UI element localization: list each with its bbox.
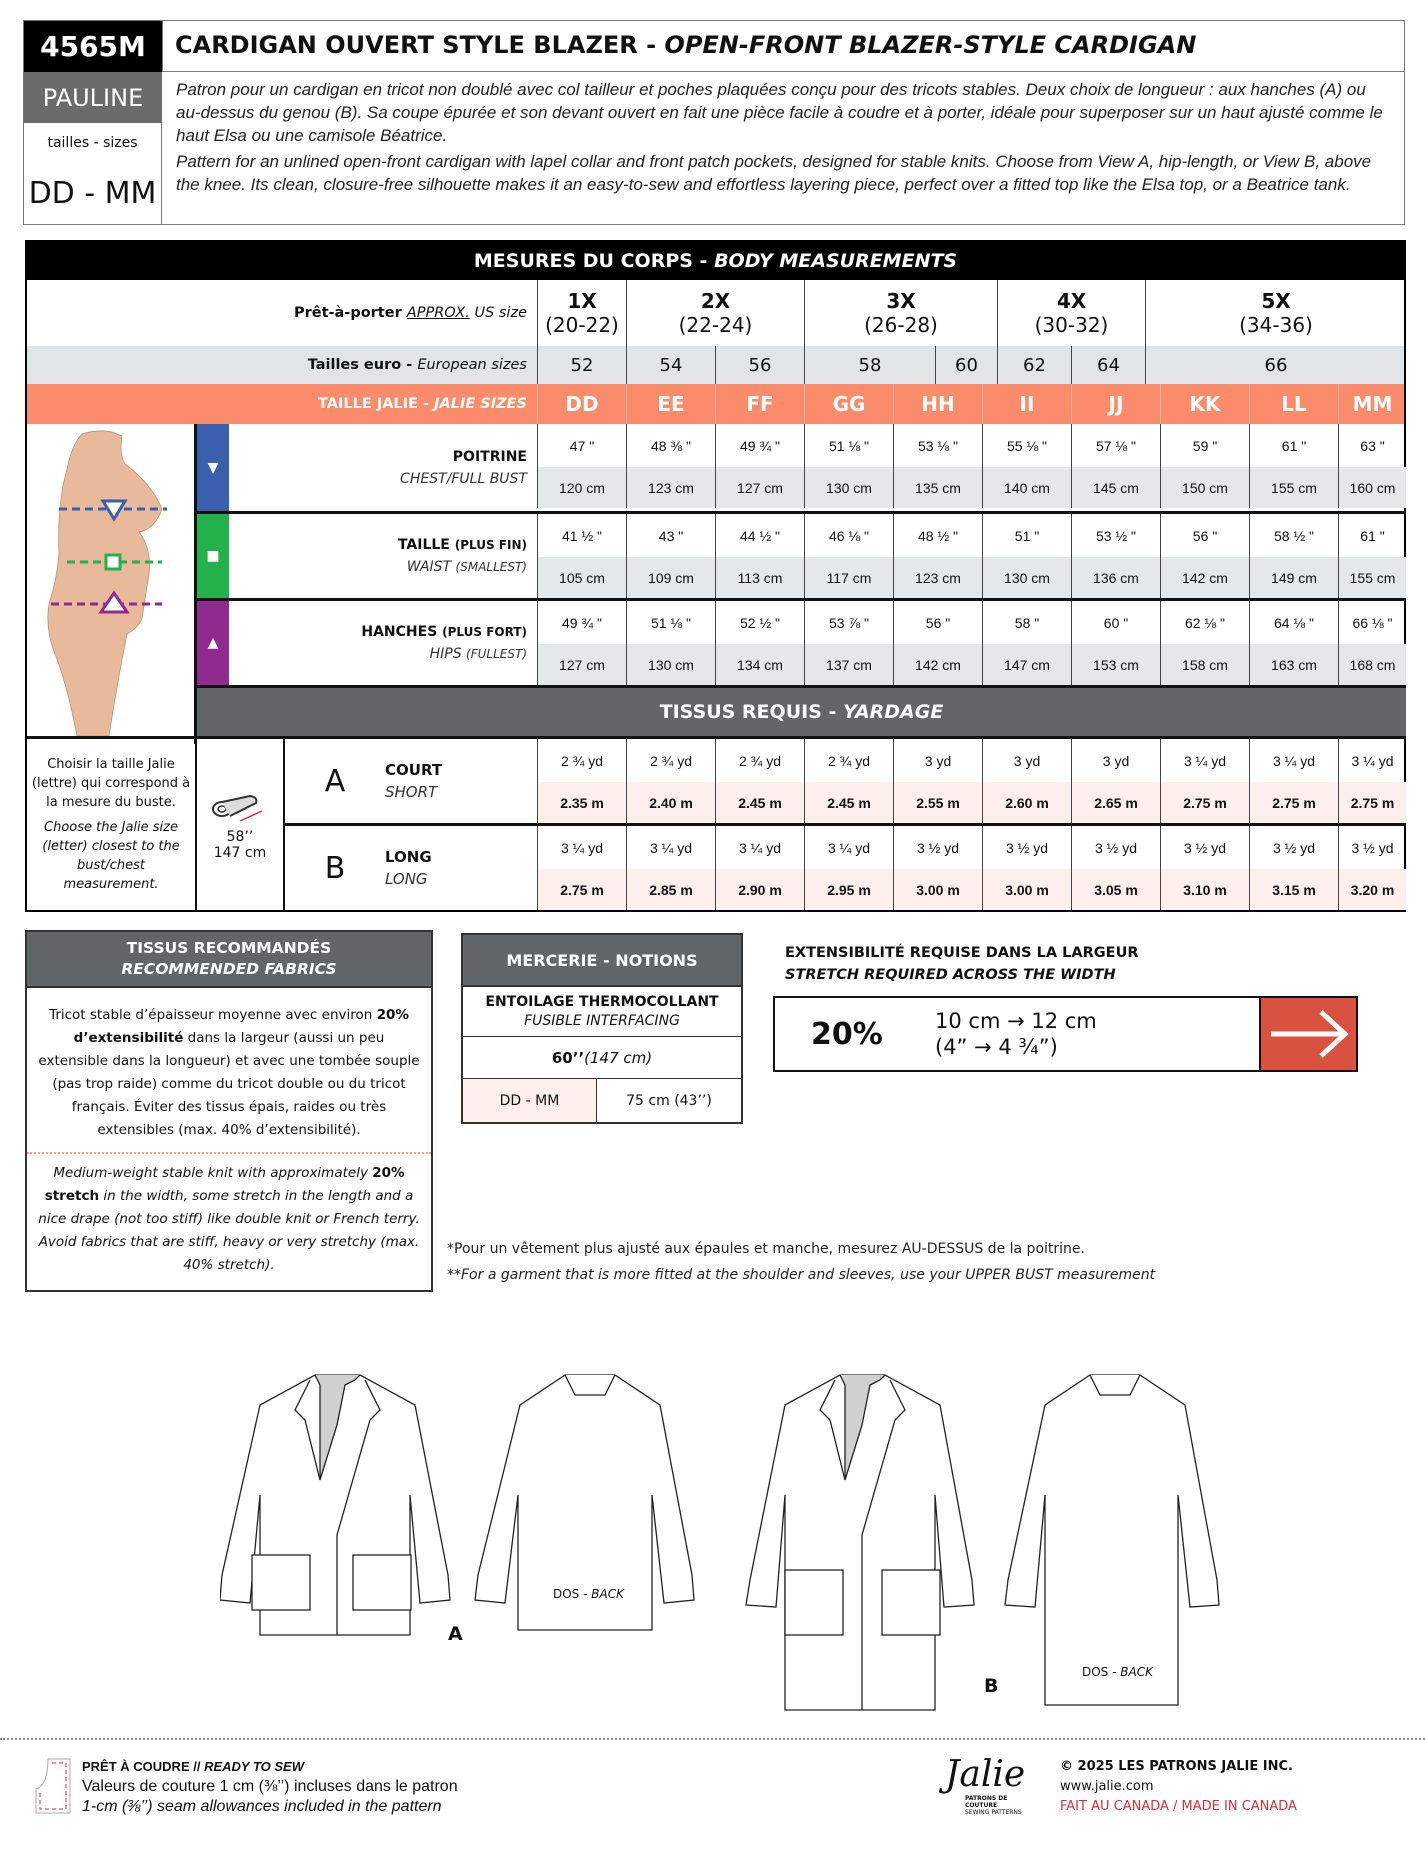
- notions-box: [461, 933, 743, 1124]
- us-size-range: (26-28): [864, 313, 938, 337]
- measurement-cm: 155 cm: [1338, 557, 1406, 598]
- measurement-cm: 127 cm: [537, 644, 626, 685]
- measurement-inches: 63 ": [1338, 424, 1406, 467]
- measurement-inches: 57 ⅛ ": [1071, 424, 1160, 467]
- interfacing-item: [463, 987, 741, 1037]
- measurement-inches: 53 ⅛ ": [893, 424, 982, 467]
- yardage-meters: 2.75 m: [1160, 782, 1249, 823]
- jalie-label-en: JALIE SIZES: [434, 396, 527, 412]
- yardage-yards: 3 ½ yd: [982, 826, 1071, 869]
- measurement-inches: 61 ": [1249, 424, 1338, 467]
- triangle-down-icon: ▼: [197, 424, 229, 511]
- fabrics-fr-b: dans la largeur (aussi un peu extensible dans la longueur) et avec une tombée souple (pas trop raide) comme du tricot double ou du tricot français. Éviter des tissus épais, raides ou très extensibles (max. 40% d’extensibilité).: [38, 1030, 420, 1138]
- measurement-inches: 66 ⅛ ": [1338, 601, 1406, 644]
- measurement-cm: 153 cm: [1071, 644, 1160, 685]
- back-fr: DOS -: [1082, 1665, 1121, 1679]
- waist-marker-icon: [106, 555, 120, 569]
- garment-flats-illustration: [220, 1345, 1220, 1715]
- us-label-approx: APPROX.: [406, 305, 470, 321]
- yardage-meters: 2.75 m: [537, 869, 626, 910]
- jalie-size-cell: GG: [804, 384, 893, 424]
- euro-size-cell: 66: [1145, 346, 1406, 384]
- interfacing-width: [463, 1037, 741, 1079]
- seam-allowance-fr: Valeurs de couture 1 cm (⅜’’) incluses dans le patron: [82, 1778, 458, 1795]
- yardage-meters: 2.75 m: [1338, 782, 1406, 823]
- jalie-size-cell: HH: [893, 384, 982, 424]
- measurements-title-fr: MESURES DU CORPS -: [473, 250, 708, 272]
- euro-size-cell: 62: [997, 346, 1071, 384]
- stretch-values: [935, 1008, 1097, 1060]
- measurement-cm: 123 cm: [626, 467, 715, 508]
- us-size-range: (20-22): [545, 313, 619, 337]
- notions-title: MERCERIE - NOTIONS: [463, 935, 741, 987]
- fabrics-text-en: [27, 1154, 431, 1285]
- yardage-meters: 3.20 m: [1338, 869, 1406, 910]
- us-size: 5X: [1261, 289, 1291, 313]
- pattern-description: [162, 72, 1404, 224]
- yardage-meters: 3.05 m: [1071, 869, 1160, 910]
- measurement-label: [229, 601, 535, 685]
- pattern-piece-icon: [34, 1757, 74, 1815]
- jalie-size-cell: LL: [1249, 384, 1338, 424]
- copyright: © 2025 LES PATRONS JALIE INC.: [1060, 1759, 1293, 1774]
- yardage-meters: 2.40 m: [626, 782, 715, 823]
- yardage-meters: 3.00 m: [982, 869, 1071, 910]
- yardage-meters: 2.55 m: [893, 782, 982, 823]
- measurement-inches: 58 ½ ": [1249, 514, 1338, 557]
- measurement-inches: 64 ⅛ ": [1249, 601, 1338, 644]
- us-label-en: US size: [469, 305, 527, 321]
- measurement-cm: 109 cm: [626, 557, 715, 598]
- stretch-imperial: (4” → 4 ¾”): [935, 1035, 1058, 1059]
- jalie-size-cell: KK: [1160, 384, 1249, 424]
- measurement-cm: 136 cm: [1071, 557, 1160, 598]
- measurement-cm: 137 cm: [804, 644, 893, 685]
- back-en: BACK: [591, 1587, 624, 1601]
- fabrics-title-en: RECOMMENDED FABRICS: [121, 960, 337, 978]
- measurement-cm: 105 cm: [537, 557, 626, 598]
- sizes-label: tailles - sizes: [24, 123, 162, 163]
- euro-size-cell: 52: [537, 346, 626, 384]
- measurement-cm: 120 cm: [537, 467, 626, 508]
- back-en: BACK: [1120, 1665, 1153, 1679]
- logo-sub-en: SEWING PATTERNS: [965, 1809, 1022, 1816]
- yardage-yards: 3 ¼ yd: [804, 826, 893, 869]
- yardage-yards: 2 ¾ yd: [537, 739, 626, 782]
- measurement-inches: 48 ⅜ ": [626, 424, 715, 467]
- measurement-cm: 117 cm: [804, 557, 893, 598]
- yardage-yards: 3 ¼ yd: [537, 826, 626, 869]
- measurement-row: [197, 511, 1406, 598]
- euro-size-cell: 64: [1071, 346, 1145, 384]
- ready-en: READY TO SEW: [204, 1759, 305, 1774]
- interfacing-en: FUSIBLE INTERFACING: [524, 1012, 680, 1029]
- logo-sub-fr: PATRONS DE COUTURE: [965, 1795, 1008, 1809]
- pattern-name: PAULINE: [24, 72, 162, 123]
- fabrics-title-fr: TISSUS RECOMMANDÉS: [126, 939, 332, 957]
- fabrics-en-a: Medium-weight stable knit with approximately: [53, 1165, 373, 1181]
- yardage-meters: 2.95 m: [804, 869, 893, 910]
- stretch-box: [773, 996, 1358, 1072]
- us-size-cell: [804, 280, 997, 346]
- euro-size-cell: 60: [935, 346, 997, 384]
- yardage-yards: 3 yd: [1071, 739, 1160, 782]
- measurement-inches: 46 ⅛ ": [804, 514, 893, 557]
- yardage-yards: 3 ¼ yd: [1160, 739, 1249, 782]
- measurement-cm: 150 cm: [1160, 467, 1249, 508]
- euro-label-fr: Tailles euro -: [307, 357, 418, 373]
- measurement-inches: 49 ¾ ": [715, 424, 804, 467]
- jalie-size-cell: JJ: [1071, 384, 1160, 424]
- us-size: 3X: [886, 289, 916, 313]
- measurement-label-fr: [361, 621, 527, 643]
- measurement-cm: 130 cm: [804, 467, 893, 508]
- stretch-arrow-panel: [1259, 998, 1356, 1070]
- yardage-meters: 2.60 m: [982, 782, 1071, 823]
- fit-note-en: **For a garment that is more fitted at the shoulder and sleeves, use your UPPER BUST measurement: [447, 1267, 1156, 1283]
- yardage-yards: 3 ½ yd: [893, 826, 982, 869]
- recommended-fabrics-header: [27, 932, 431, 988]
- interfacing-size-range: DD - MM: [463, 1079, 597, 1122]
- measurement-inches: 41 ½ ": [537, 514, 626, 557]
- website-link[interactable]: www.jalie.com: [1060, 1779, 1154, 1794]
- measurement-inches: 58 ": [982, 601, 1071, 644]
- euro-size-cell: 54: [626, 346, 715, 384]
- view-b-back-drawing: [1005, 1375, 1219, 1705]
- yardage-meters: 2.45 m: [804, 782, 893, 823]
- measurement-cm: 160 cm: [1338, 467, 1406, 508]
- fabric-bolt-icon: [210, 789, 270, 829]
- yardage-yards: 3 ¼ yd: [1338, 739, 1406, 782]
- fabrics-en-bold: 20% stretch: [44, 1165, 405, 1204]
- fabrics-fr-bold: 20% d’extensibilité: [73, 1007, 409, 1046]
- pattern-title: [162, 21, 1404, 72]
- yardage-yards: 2 ¾ yd: [626, 739, 715, 782]
- label-en: CHEST/FULL BUST: [400, 470, 527, 487]
- stretch-title-fr: EXTENSIBILITÉ REQUISE DANS LA LARGEUR: [785, 945, 1139, 961]
- measurement-cm: 158 cm: [1160, 644, 1249, 685]
- measurement-inches: 60 ": [1071, 601, 1160, 644]
- measurement-label-fr: [453, 446, 527, 468]
- measurement-row: [197, 424, 1406, 511]
- measurement-cm: 155 cm: [1249, 467, 1338, 508]
- measurements-title-en: BODY MEASUREMENTS: [714, 250, 958, 272]
- yardage-meters: 2.90 m: [715, 869, 804, 910]
- measurement-inches: 59 ": [1160, 424, 1249, 467]
- measurement-cm: 145 cm: [1071, 467, 1160, 508]
- yardage-meters: 2.65 m: [1071, 782, 1160, 823]
- title-fr: CARDIGAN OUVERT STYLE BLAZER -: [175, 31, 665, 59]
- fabric-width-in: 58’’: [226, 828, 254, 845]
- yardage-meters: 3.10 m: [1160, 869, 1249, 910]
- view-label-en: LONG: [385, 870, 428, 888]
- view-b-label: B: [984, 1675, 999, 1697]
- yardage-meters: 3.00 m: [893, 869, 982, 910]
- measurement-inches: 43 ": [626, 514, 715, 557]
- view-label-fr: COURT: [385, 761, 443, 779]
- fabrics-text-fr: [27, 988, 431, 1154]
- measurement-cm: 123 cm: [893, 557, 982, 598]
- jalie-size-cell: II: [982, 384, 1071, 424]
- square-icon: ■: [197, 514, 229, 598]
- euro-size-label: [27, 346, 535, 384]
- measurement-inches: 51 ⅛ ": [626, 601, 715, 644]
- view-letter: B: [324, 850, 346, 886]
- view-label-fr: LONG: [385, 848, 432, 866]
- body-figure-box: [27, 424, 197, 744]
- measurement-cm: 142 cm: [1160, 557, 1249, 598]
- fabrics-en-b: in the width, some stretch in the length and a nice drape (not too stiff) like double knit or French terry. Avoid fabrics that are stiff, heavy or very stretchy (max. 40% stretch).: [38, 1188, 420, 1273]
- logo-script: Jalie: [945, 1754, 1026, 1795]
- measurement-inches: 62 ⅛ ": [1160, 601, 1249, 644]
- yardage-row: [285, 823, 1406, 910]
- yardage-meters: 2.35 m: [537, 782, 626, 823]
- stretch-percent: 20%: [811, 1016, 883, 1052]
- arrow-right-icon: [1269, 1004, 1349, 1064]
- euro-label-en: European sizes: [417, 357, 527, 373]
- size-choice-fr: Choisir la taille Jalie (lettre) qui correspond à la mesure du buste.: [31, 757, 191, 810]
- recommended-fabrics-box: [25, 930, 433, 1292]
- us-size: 4X: [1056, 289, 1087, 313]
- view-label: [385, 826, 535, 910]
- stretch-title-en: STRETCH REQUIRED ACROSS THE WIDTH: [785, 967, 1116, 983]
- size-choice-en: Choose the Jalie size (letter) closest to the bust/chest measurement.: [42, 820, 180, 892]
- view-a-front-drawing: [220, 1375, 450, 1635]
- measurement-label: [229, 514, 535, 598]
- label-fr: HANCHES: [361, 624, 443, 640]
- measurement-inches: 52 ½ ": [715, 601, 804, 644]
- us-size-cell: [537, 280, 626, 346]
- description-en: Pattern for an unlined open-front cardigan with lapel collar and front patch pockets, designed for stable knits. Choose from View A, hip-length, or View B, above the knee. Its clean, closure-free silhouette makes it an easy-to-sew and effortless layering piece, perfect over a fitted top like the Elsa top, or a Beatrice tank.: [176, 152, 1372, 194]
- jalie-size-row: [27, 384, 1404, 424]
- jalie-label-fr: TAILLE JALIE -: [318, 396, 435, 412]
- yardage-meters: 2.45 m: [715, 782, 804, 823]
- label-fr: TAILLE: [397, 537, 455, 553]
- euro-size-cell: 58: [804, 346, 935, 384]
- measurement-cm: 149 cm: [1249, 557, 1338, 598]
- jalie-size-label: [27, 384, 535, 424]
- measurement-inches: 56 ": [893, 601, 982, 644]
- measurement-inches: 53 ½ ": [1071, 514, 1160, 557]
- measurement-inches: 44 ½ ": [715, 514, 804, 557]
- pattern-header: [23, 20, 1405, 225]
- us-size-cell: [626, 280, 804, 346]
- measurement-inches: 51 ": [982, 514, 1071, 557]
- interfacing-width-in: 60’’: [551, 1048, 585, 1067]
- yardage-yards: 3 ¼ yd: [1249, 739, 1338, 782]
- body-figure-illustration: [27, 424, 192, 742]
- view-a-label: A: [448, 1623, 463, 1645]
- view-label-en: SHORT: [385, 783, 438, 801]
- measurement-label: [229, 424, 535, 511]
- measurement-label-en: [430, 643, 527, 665]
- measurement-inches: 48 ½ ": [893, 514, 982, 557]
- yardage-yards: 2 ¾ yd: [715, 739, 804, 782]
- ready-fr: PRÊT À COUDRE //: [82, 1759, 205, 1774]
- measurements-title: [27, 242, 1404, 280]
- technical-drawings: [220, 1345, 1220, 1715]
- measurement-inches: 51 ⅛ ": [804, 424, 893, 467]
- measurement-inches: 61 ": [1338, 514, 1406, 557]
- measurement-label-en: [407, 556, 527, 578]
- us-size-cell: [1145, 280, 1406, 346]
- yardage-yards: 3 yd: [893, 739, 982, 782]
- measurement-cm: 168 cm: [1338, 644, 1406, 685]
- view-b-back-label: [1082, 1665, 1153, 1679]
- euro-size-cell: 56: [715, 346, 804, 384]
- ready-to-sew-note: [82, 1757, 458, 1817]
- body-silhouette: [48, 431, 162, 736]
- fit-notes: [447, 1236, 1155, 1288]
- measurement-cm: 130 cm: [982, 557, 1071, 598]
- pattern-code: 4565M: [24, 21, 162, 72]
- interfacing-amount-row: [463, 1079, 741, 1122]
- fabric-width-cell: [197, 736, 285, 910]
- measurement-label-fr: [398, 534, 527, 556]
- jalie-size-cell: MM: [1338, 384, 1406, 424]
- measurement-cm: 135 cm: [893, 467, 982, 508]
- yardage-yards: 3 ½ yd: [1338, 826, 1406, 869]
- stretch-heading: [785, 942, 1139, 986]
- view-b-front-drawing: [746, 1375, 974, 1710]
- us-size: 1X: [567, 289, 597, 313]
- measurement-inches: 53 ⅞ ": [804, 601, 893, 644]
- measurement-cm: 127 cm: [715, 467, 804, 508]
- measurement-cm: 140 cm: [982, 467, 1071, 508]
- yardage-meters: 3.15 m: [1249, 869, 1338, 910]
- view-a-back-label: [553, 1587, 624, 1601]
- measurement-inches: 49 ¾ ": [537, 601, 626, 644]
- yardage-meters: 2.85 m: [626, 869, 715, 910]
- label-fr-small: (PLUS FIN): [454, 538, 527, 552]
- interfacing-fr: ENTOILAGE THERMOCOLLANT: [485, 993, 719, 1010]
- seam-allowance-en: 1-cm (⅜’’) seam allowances included in the pattern: [82, 1798, 442, 1815]
- yardage-title-fr: TISSUS REQUIS -: [659, 701, 837, 723]
- yardage-yards: 3 yd: [982, 739, 1071, 782]
- view-label: [385, 739, 535, 823]
- measurement-inches: 47 ": [537, 424, 626, 467]
- measurement-cm: 134 cm: [715, 644, 804, 685]
- label-en-small: (SMALLEST): [455, 560, 527, 574]
- jalie-size-cell: DD: [537, 384, 626, 424]
- yardage-yards: 3 ½ yd: [1160, 826, 1249, 869]
- yardage-title: [197, 685, 1406, 736]
- measurement-cm: 142 cm: [893, 644, 982, 685]
- fabrics-fr-a: Tricot stable d’épaisseur moyenne avec environ: [49, 1007, 377, 1023]
- jalie-size-cell: FF: [715, 384, 804, 424]
- jalie-size-cell: EE: [626, 384, 715, 424]
- measurement-cm: 113 cm: [715, 557, 804, 598]
- label-en: HIPS: [429, 646, 467, 662]
- yardage-meters: 2.75 m: [1249, 782, 1338, 823]
- jalie-logo: [945, 1755, 1040, 1830]
- view-letter: A: [324, 763, 346, 799]
- measurement-label-en: [400, 468, 527, 490]
- label-fr-small: (PLUS FORT): [442, 625, 527, 639]
- fabric-width-cm: 147 cm: [213, 844, 267, 861]
- made-in-canada: FAIT AU CANADA / MADE IN CANADA: [1060, 1799, 1297, 1814]
- euro-size-row: [27, 346, 1404, 384]
- yardage-yards: 3 ¼ yd: [715, 826, 804, 869]
- measurement-inches: 55 ⅛ ": [982, 424, 1071, 467]
- back-fr: DOS -: [553, 1587, 592, 1601]
- footer-divider: [0, 1738, 1425, 1740]
- copyright-block: [1060, 1757, 1297, 1817]
- yardage-title-en: YARDAGE: [843, 701, 944, 723]
- yardage-yards: 2 ¾ yd: [804, 739, 893, 782]
- triangle-up-icon: ▲: [197, 601, 229, 685]
- fit-note-fr: *Pour un vêtement plus ajusté aux épaules et manche, mesurez AU-DESSUS de la poitrine.: [447, 1241, 1085, 1257]
- us-size-label: [27, 280, 535, 346]
- us-size-range: (30-32): [1034, 313, 1109, 337]
- measurement-cm: 130 cm: [626, 644, 715, 685]
- us-size: 2X: [700, 289, 731, 313]
- us-label-fr: Prêt-à-porter: [293, 305, 407, 321]
- yardage-yards: 3 ½ yd: [1249, 826, 1338, 869]
- us-size-range: (22-24): [678, 313, 753, 337]
- measurement-table: [25, 240, 1406, 912]
- yardage-row: [285, 736, 1406, 823]
- interfacing-width-cm: (147 cm): [584, 1048, 653, 1067]
- ready-to-sew-title: [82, 1757, 458, 1777]
- yardage-yards: 3 ¼ yd: [626, 826, 715, 869]
- measurement-row: [197, 598, 1406, 685]
- yardage-yards: 3 ½ yd: [1071, 826, 1160, 869]
- description-fr: Patron pour un cardigan en tricot non doublé avec col tailleur et poches plaquées conçu pour des tricots stables. Deux choix de longueur : aux hanches (A) ou au-dessus du genou (B). Sa coupe épurée et son devant ouvert en fait une pièce facile à coudre et à porter, idéale pour superposer sur un haut ajusté comme le haut Elsa ou une camisole Béatrice.: [176, 80, 1383, 145]
- measurement-inches: 56 ": [1160, 514, 1249, 557]
- us-size-range: (34-36): [1239, 313, 1313, 337]
- label-en-small: (FULLEST): [466, 647, 527, 661]
- label-en: WAIST: [406, 559, 456, 575]
- us-size-cell: [997, 280, 1145, 346]
- sizes-range: DD - MM: [24, 163, 162, 224]
- measurement-cm: 147 cm: [982, 644, 1071, 685]
- title-en: OPEN-FRONT BLAZER-STYLE CARDIGAN: [664, 31, 1197, 59]
- interfacing-amount: 75 cm (43’’): [626, 1092, 712, 1109]
- stretch-metric: 10 cm → 12 cm: [935, 1009, 1097, 1033]
- measurement-cm: 163 cm: [1249, 644, 1338, 685]
- label-fr: POITRINE: [452, 448, 527, 465]
- size-choice-note: [27, 736, 197, 910]
